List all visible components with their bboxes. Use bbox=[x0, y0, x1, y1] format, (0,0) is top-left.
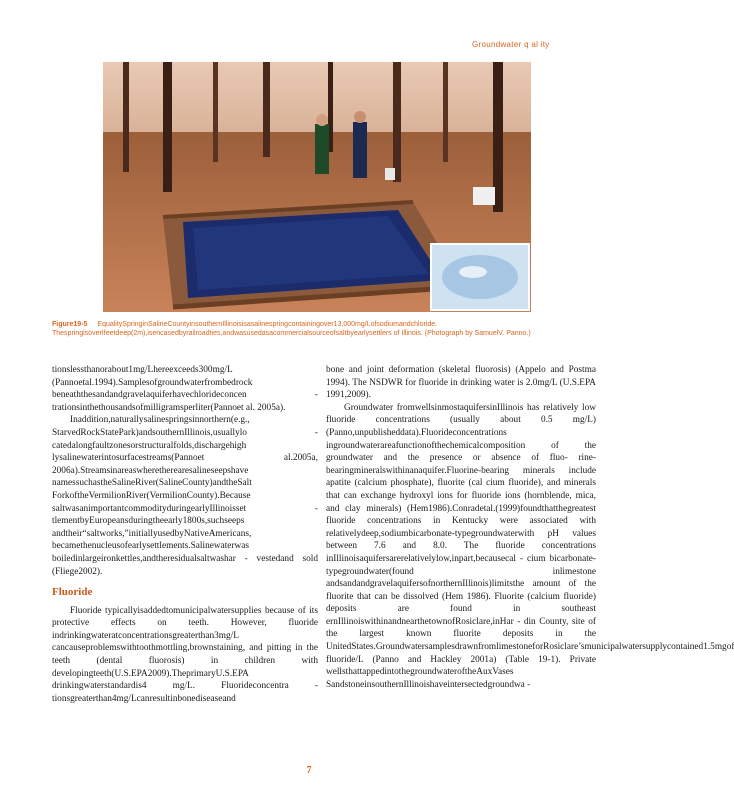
paragraph: bone and joint deformation (skeletal fluorosis) (Appelo and Postma 1994). The NSDWR for fluoride in drinking water is 2.0mg/L (U.S.EPA 1991,2009). bbox=[326, 365, 596, 401]
section-heading-fluoride: Fluoride bbox=[52, 586, 93, 599]
spring-photograph bbox=[103, 62, 531, 312]
paragraph: Groundwater fromwellsinmostaquifersinIllinois has relatively low fluoride concentrations (usually about 0.5 mg/L)(Panno,unpublisheddata).Fluorideconcentrations ingroundwaterareafunctionofthechemicalcomposition of the groundwater and the presence or absence of fluo- rine-bearingmineralswithinanaquifer.Fluorine-bearing minerals include apatite (calcium phosphate), fluorite (cal cium fluoride), and minerals that can exchange hydroxyl ions for fluoride ions (hornblende, mica, and clay minerals) (Hem1986).Conradetal.(1999)foundthatthegreatest fluoride concentrations in Kentucky were associated with relativelydeep,sodiumbicarbonate-typegroundwaterwith pH values between 7.6 and 8.0. The fluoride concentrations inIllinoisaquifersarerelativelylow,inpart,becausecal - cium bicarbonate-typegroundwater(found inlimestone andsandandgravelaquifersofnorthernIllinois)limitsthe amount of the fluorite that can be dissolved (Hem 1986). Fluorite (calcium fluoride) deposits are found in southeast ernIllinoiswithinandnearthetownofRosiclare,inHar - din County, site of the largest known fluorite deposits in the UnitedStates.GroundwatersamplesdrawnfromlimestoneforRosiclare’smunicipalwatersupplycontained1.5mgof fluoride/L (Panno and Hackley 2001a) (Table 19-1). Private wellsthattappedintothegroundwateroftheAuxVases SandstoneinsouthernIllinoishaveintersectedgroundwa - bbox=[326, 402, 734, 690]
paragraph: Inaddition,naturallysalinespringsinnorthern(e.g., StarvedRockStatePark)andsouthernIllinois,usuallylo - catedalongfaultzonesorstructuralfolds,dischargehigh lysalinewaterintosurfacestreams(Pannoet al.2005a, 2006a).Streamsinareaswheretherearesalineseepshave namessuchastheSalineRiver(SalineCounty)andtheSalt ForkoftheVermilionRiver(VermilionCounty).Because saltwasanimportantcommodityduringearlyIllinoisset - tlementbyEuropeansduringtheearly1800s,suchseeps andtheir“saltworks,”initiallyusedbyNativeAmericans, becamethenucleusofearlysettlements.Salinewaterwas boiledinlargeironkettles,andtheresidualsaltwashar - vestedand sold (Fliege2002). bbox=[52, 415, 318, 577]
figure-label: Figure19-5 bbox=[52, 321, 88, 328]
figure-caption-text: EqualitySpringinSalineCountyinsouthernIllinoisisasalinespringcontainingover13,000mg/Lofsodiumandchloride. ThespringisoverIfeetdeep(2m),isencasedbyrailroadties,andwasusedasacommercialsourceofsaltbyearlysettlers of Illinois. (Photograph by SamuelV. Panno.) bbox=[52, 321, 531, 337]
left-column bbox=[52, 364, 318, 705]
paragraph: tionslessthanorabout1mg/Lhereexceeds300mg/L (Pannoetal.1994).Samplesofgroundwaterfrombedrock beneaththesandandgravelaquiferhavechlorideconcen - trationsinthethousandsofmilligramsperliter(Pannoet al. 2005a). bbox=[52, 365, 318, 413]
figure-caption bbox=[52, 320, 582, 338]
paragraph: Fluoride typicallyisaddedtomunicipalwatersupplies because of its protective effects on teeth. However, fluoride indrinkingwateratconcentrationsgreaterthan3mg/L cancauseproblemswithtoothmottling,brownstaining, and pitting in the teeth (dental fluorosis) in children with developingteeth(U.S.EPA2009).TheprimaryU.S.EPA drinkingwaterstandardis4 mg/L. Fluorideconcentra - tionsgreaterthan4mg/Lcanresultinbonediseaseand bbox=[52, 605, 318, 704]
right-column bbox=[326, 364, 734, 691]
running-header: Groundwater q al ity bbox=[472, 40, 550, 49]
page-number: 7 bbox=[306, 765, 312, 776]
